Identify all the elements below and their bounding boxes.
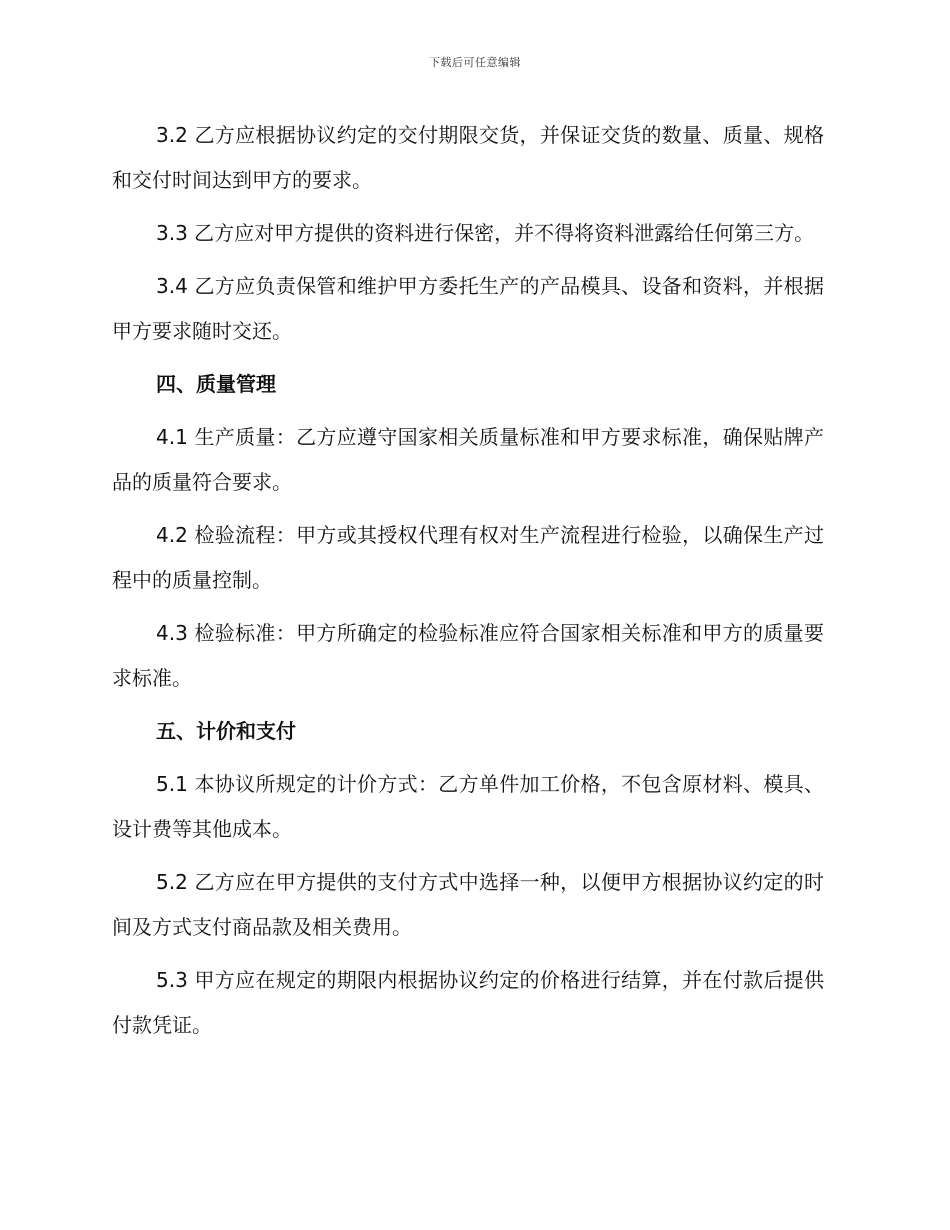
clause-5-1: 5.1 本协议所规定的计价方式：乙方单件加工价格，不包含原材料、模具、设计费等其他成本。 [112,772,824,841]
clause-4-3: 4.3 检验标准：甲方所确定的检验标准应符合国家相关标准和甲方的质量要求标准。 [112,621,824,690]
section-heading-pricing: 五、计价和支付 [156,719,296,743]
clause-4-2: 4.2 检验流程：甲方或其授权代理有权对生产流程进行检验，以确保生产过程中的质量控制。 [112,523,824,592]
clause-3-2: 3.2 乙方应根据协议约定的交付期限交货，并保证交货的数量、质量、规格和交付时间达到甲方的要求。 [112,123,824,192]
clause-3-4: 3.4 乙方应负责保管和维护甲方委托生产的产品模具、设备和资料，并根据甲方要求随时交还。 [112,274,824,343]
document-body [112,113,824,1056]
clause-5-3: 5.3 甲方应在规定的期限内根据协议约定的价格进行结算，并在付款后提供付款凭证。 [112,968,824,1037]
clause-5-2: 5.2 乙方应在甲方提供的支付方式中选择一种，以便甲方根据协议约定的时间及方式支付商品款及相关费用。 [112,870,824,939]
page-header: 下载后可任意编辑 [429,56,521,69]
clause-3-3: 3.3 乙方应对甲方提供的资料进行保密，并不得将资料泄露给任何第三方。 [156,221,815,245]
clause-4-1: 4.1 生产质量：乙方应遵守国家相关质量标准和甲方要求标准，确保贴牌产品的质量符合要求。 [112,425,824,494]
section-heading-quality: 四、质量管理 [156,372,276,396]
